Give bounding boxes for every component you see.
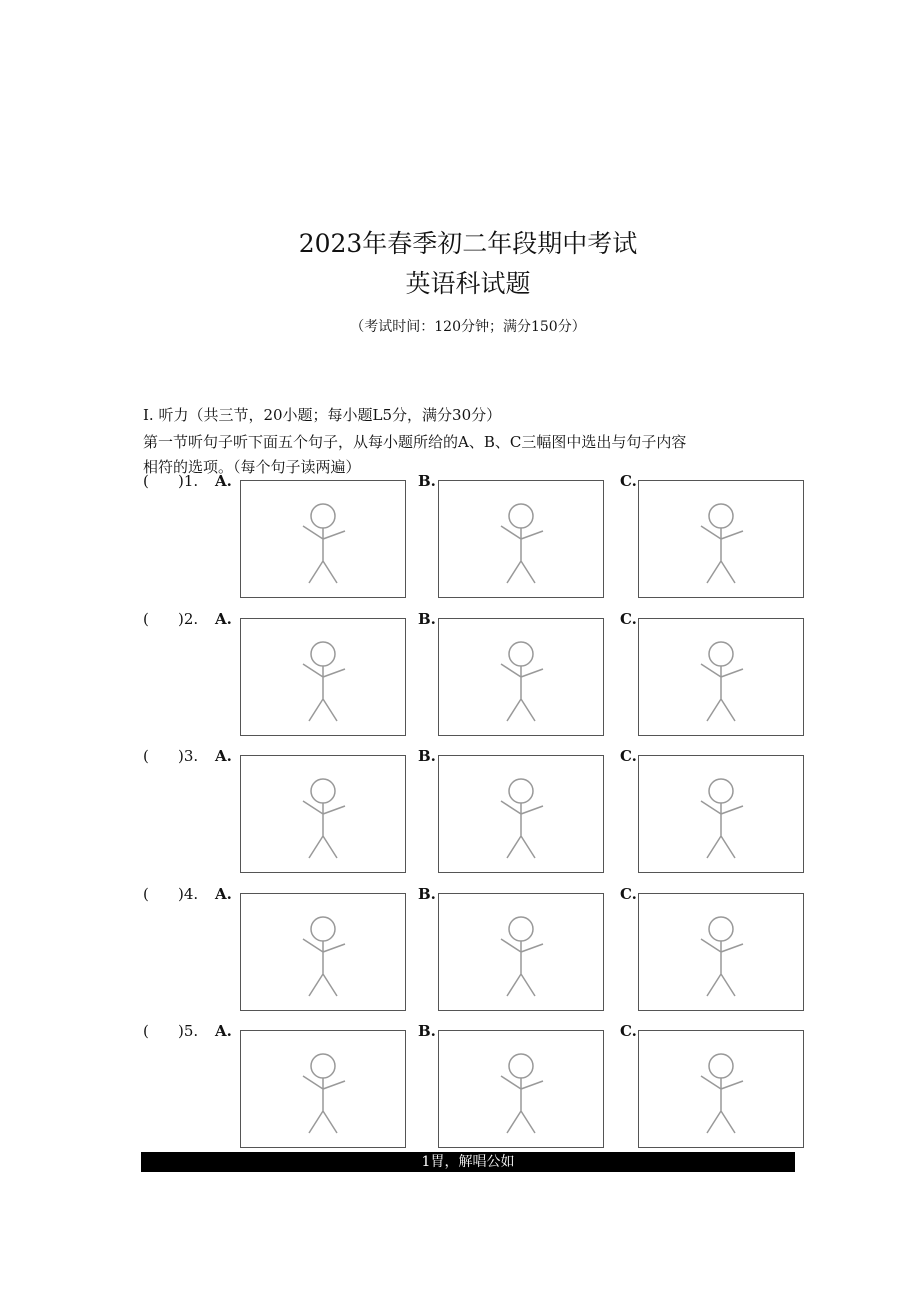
answer-blank[interactable]: ( bbox=[143, 1022, 149, 1040]
question-number: )4. bbox=[178, 885, 199, 903]
option-picture[interactable] bbox=[240, 1030, 406, 1148]
option-picture[interactable] bbox=[638, 893, 804, 1011]
option-picture[interactable] bbox=[638, 1030, 804, 1148]
option-label: A. bbox=[215, 1022, 232, 1040]
option-picture[interactable] bbox=[438, 480, 604, 598]
option-picture[interactable] bbox=[438, 1030, 604, 1148]
option-label: A. bbox=[215, 472, 232, 490]
option-picture[interactable] bbox=[438, 893, 604, 1011]
option-label: A. bbox=[215, 885, 232, 903]
instruction-line-1: 第一节听句子听下面五个句子，从每小题所给的A、B、C三幅图中选出与句子内容 bbox=[143, 433, 687, 451]
option-picture[interactable] bbox=[638, 480, 804, 598]
option-label: B. bbox=[418, 472, 436, 490]
option-picture[interactable] bbox=[438, 755, 604, 873]
option-label: B. bbox=[418, 610, 436, 628]
option-picture[interactable] bbox=[638, 755, 804, 873]
option-label: A. bbox=[215, 747, 232, 765]
footer-bar: 1胃，解唱公如 bbox=[141, 1152, 795, 1172]
option-label: B. bbox=[418, 747, 436, 765]
option-picture[interactable] bbox=[240, 755, 406, 873]
option-picture[interactable] bbox=[240, 618, 406, 736]
answer-blank[interactable]: ( bbox=[143, 610, 149, 628]
question-number: )5. bbox=[178, 1022, 199, 1040]
option-label: C. bbox=[620, 1022, 637, 1040]
question-number: )1. bbox=[178, 472, 199, 490]
exam-subtitle: 英语科试题 bbox=[405, 269, 531, 298]
instruction-line-2: 相符的选项。（每个句子读两遍） bbox=[143, 458, 361, 476]
option-label: C. bbox=[620, 472, 637, 490]
option-picture[interactable] bbox=[438, 618, 604, 736]
answer-blank[interactable]: ( bbox=[143, 472, 149, 490]
option-label: C. bbox=[620, 885, 637, 903]
option-picture[interactable] bbox=[240, 480, 406, 598]
option-picture[interactable] bbox=[638, 618, 804, 736]
question-number: )3. bbox=[178, 747, 199, 765]
option-label: A. bbox=[215, 610, 232, 628]
question-number: )2. bbox=[178, 610, 199, 628]
option-label: B. bbox=[418, 1022, 436, 1040]
option-picture[interactable] bbox=[240, 893, 406, 1011]
option-label: B. bbox=[418, 885, 436, 903]
exam-info: （考试时间：120分钟；满分150分） bbox=[350, 319, 586, 335]
exam-title: 2023年春季初二年段期中考试 bbox=[298, 229, 638, 258]
answer-blank[interactable]: ( bbox=[143, 885, 149, 903]
answer-blank[interactable]: ( bbox=[143, 747, 149, 765]
section-heading: I. 听力（共三节，20小题；每小题L5分，满分30分） bbox=[143, 406, 502, 424]
option-label: C. bbox=[620, 610, 637, 628]
option-label: C. bbox=[620, 747, 637, 765]
